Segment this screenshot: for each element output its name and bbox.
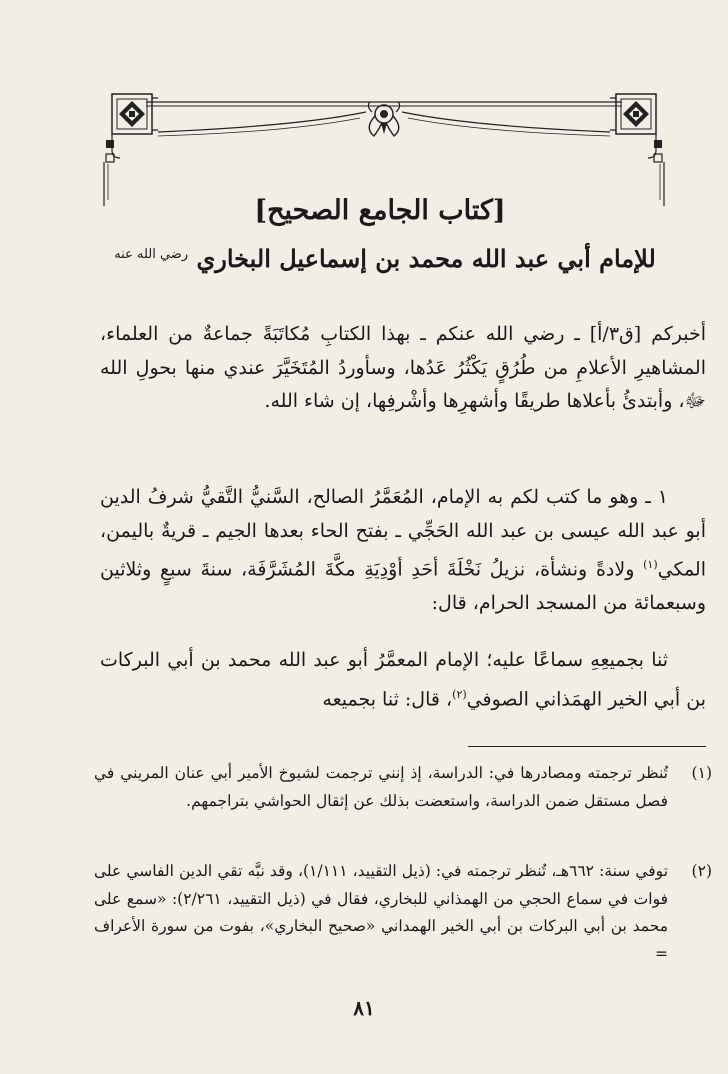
footnote-1-text: تُنظر ترجمته ومصادرها في: الدراسة، إذ إنني ترجمت لشيوخ الأمير أبي عنان المريني في فصل مستقل ضمن الدراسة، واستعضت بذلك عن إثقال الحواشي بتراجمهم. — [94, 764, 668, 810]
center-ornament — [368, 102, 399, 136]
book-title: [كتاب الجامع الصحيح] — [254, 195, 506, 226]
paragraph-chain-1-text-a: ١ ـ وهو ما كتب لكم به الإمام، المُعَمَّرُ الصالح، السَّنيُّ التَّقيُّ شرفُ الدين أبو عبد الله عيسى بن عبد الله الحَجِّي ـ بفتح الحاء بعدها الجيم ـ قريةٌ باليمن، المكي — [100, 486, 706, 581]
paragraph-intro-text: أخبركم [ق٣/أ] ـ رضي الله عنكم ـ بهذا الكتابِ مُكاتَبَةً جماعةٌ من العلماء، المشاهيرِ الأعلامِ من طُرُقٍ يَكْثُرُ عَدُها، وسأوردُ المُتَخَيَّرَ عندي منها بحولِ الله ﷻ، وأبتدئُ بأعلاها طريقًا وأشهرِها وأشْرفِها، إن شاء الله. — [100, 323, 706, 412]
ornamental-header-frame — [98, 88, 670, 208]
paragraph-chain-2 — [100, 644, 706, 716]
author-line — [90, 238, 680, 276]
paragraph-chain-2-text-a: ثنا بجميعِهِ سماعًا عليه؛ الإمام المعمَّرُ أبو عبد الله محمد بن أبي البركات بن أبي الخير الهمَذاني الصوفي — [100, 649, 706, 710]
footnote-ref-2[interactable]: (٢) — [452, 687, 467, 701]
footnote-separator — [468, 746, 706, 747]
paragraph-chain-1 — [100, 481, 706, 620]
paragraph-intro — [100, 318, 706, 419]
footnote-1 — [94, 760, 712, 815]
footnote-2 — [94, 858, 712, 968]
page-number: ٨١ — [353, 996, 375, 1020]
left-corner-ornament — [104, 94, 158, 206]
right-corner-ornament — [610, 94, 664, 206]
paragraph-chain-2-text-b: ، قال: ثنا بجميعه — [322, 687, 453, 710]
honorific-mark: رضي الله عنه — [114, 247, 189, 262]
paragraph-chain-1-text-b: ولادةً ونشأة، نزيلُ نَخْلَةَ أحَدِ أوْدِيَةِ مكَّةَ المُشَرَّفَة، سنةَ سبعٍ وثلاثين وسبعمائة من المسجد الحرام، قال: — [100, 558, 706, 614]
author-name: للإمام أبي عبد الله محمد بن إسماعيل البخاري — [196, 244, 656, 273]
footnote-ref-1[interactable]: (١) — [643, 558, 658, 571]
footnote-2-text: توفي سنة: ٦٦٢هـ، تُنظر ترجمته في: (ذيل التقييد، ١/١١١)، وقد نبَّه تقي الدين الفاسي على فوات في سماع الحجي من الهمذاني للبخاري، فقال في (ذيل التقييد، ٢/٢٦١): «سمع على محمد بن أبي البركات بن أبي الخير الهمداني «صحيح البخاري»، بفوت من سورة الأعراف = — [94, 862, 669, 963]
footnote-1-number: (١) — [691, 764, 712, 782]
footnote-2-number: (٢) — [691, 862, 712, 880]
